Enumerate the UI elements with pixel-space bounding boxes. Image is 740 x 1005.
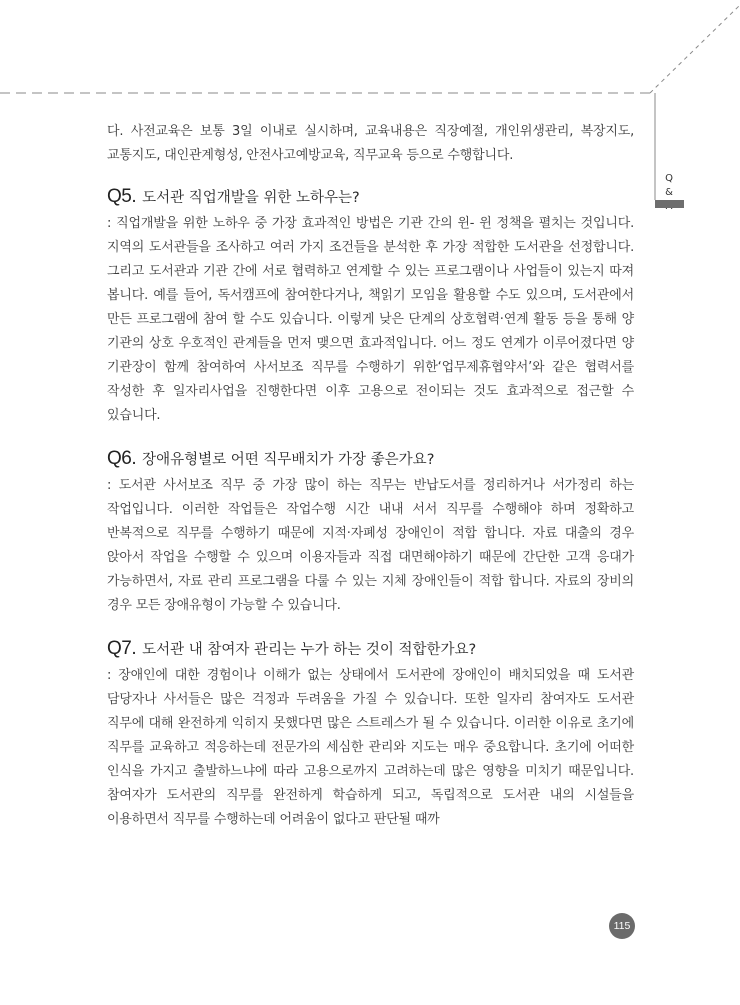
- question-number: Q7.: [107, 638, 137, 659]
- section-tab-amp: &: [665, 187, 673, 198]
- intro-paragraph: 다. 사전교육은 보통 3일 이내로 실시하며, 교육내용은 직장예절, 개인위생관리, 복장지도, 교통지도, 대인관계형성, 안전사고예방교육, 직무교육 등으로 수행합니다.: [107, 124, 634, 163]
- question-number: Q5.: [107, 186, 137, 207]
- question-heading-q7: [107, 638, 634, 660]
- section-tab-q: Q: [665, 173, 673, 184]
- question-title: 도서관 내 참여자 관리는 누가 하는 것이 적합한가요?: [142, 642, 477, 658]
- answer-paragraph-q5: : 직업개발을 위한 노하우 중 가장 효과적인 방법은 기관 간의 윈- 윈 정책을 펼치는 것입니다. 지역의 도서관들을 조사하고 여러 가지 조건들을 분석한 후 가장 적합한 도서관을 선정합니다. 그리고 도서관과 기관 간에 서로 협력하고 연계할 수 있는 프로그램이나 사업들이 있는지 따져 봅니다. 예를 들어, 독서캠프에 참여한다거나, 책읽기 모임을 활용할 수도 있으며, 도서관에서 만든 프로그램에 참여 할 수도 있습니다. 이렇게 낮은 단계의 상호협력·연계 활동 등을 통해 양 기관의 상호 우호적인 관계들을 먼저 맺으면 효과적입니다. 어느 정도 연계가 이루어졌다면 양 기관장이 함께 참여하여 사서보조 직무를 수행하기 위한‘업무제휴협약서’와 같은 협력서를 작성한 후 일자리사업을 진행한다면 이후 고용으로 전이되는 것도 효과적으로 접근할 수 있습니다.: [107, 216, 634, 423]
- page-number: 115: [613, 920, 631, 932]
- answer-paragraph-q6: : 도서관 사서보조 직무 중 가장 많이 하는 직무는 반납도서를 정리하거나 서가정리 하는 작업입니다. 이러한 작업들은 작업수행 시간 내내 서서 직무를 수행해야 하며 정확하고 반복적으로 직무를 수행하기 때문에 지적·자폐성 장애인이 적합 합니다. 자료 대출의 경우 앉아서 작업을 수행할 수 있으며 이용자들과 직접 대면해야하기 때문에 간단한 고객 응대가 가능하면서, 자료 관리 프로그램을 다룰 수 있는 지체 장애인들이 적합 합니다. 자료의 장비의 경우 모든 장애유형이 가능할 수 있습니다.: [107, 478, 634, 613]
- page-content: [107, 120, 634, 832]
- question-title: 장애유형별로 어떤 직무배치가 가장 좋은가요?: [142, 452, 435, 468]
- question-number: Q6.: [107, 448, 137, 469]
- section-tab-bar: [655, 200, 684, 208]
- page-number-badge: [609, 913, 635, 939]
- answer-paragraph-q7: : 장애인에 대한 경험이나 이해가 없는 상태에서 도서관에 장애인이 배치되었을 때 도서관 담당자나 사서들은 많은 걱정과 두려움을 가질 수 있습니다. 또한 일자리 참여자도 도서관 직무에 대해 완전하게 익히지 못했다면 많은 스트레스가 될 수 있습니다. 이러한 이유로 초기에 직무를 교육하고 적응하는데 전문가의 세심한 관리와 지도는 매우 중요합니다. 초기에 어떠한 인식을 가지고 출발하느냐에 따라 고용으로까지 고려하는데 많은 영향을 미치기 때문입니다. 참여자가 도서관의 직무를 완전하게 학습하게 되고, 독립적으로 도서관 내의 시설들을 이용하면서 직무를 수행하는데 어려움이 없다고 판단될 때까: [107, 668, 634, 827]
- question-heading-q6: [107, 448, 634, 470]
- question-heading-q5: [107, 186, 634, 208]
- question-title: 도서관 직업개발을 위한 노하우는?: [142, 190, 360, 206]
